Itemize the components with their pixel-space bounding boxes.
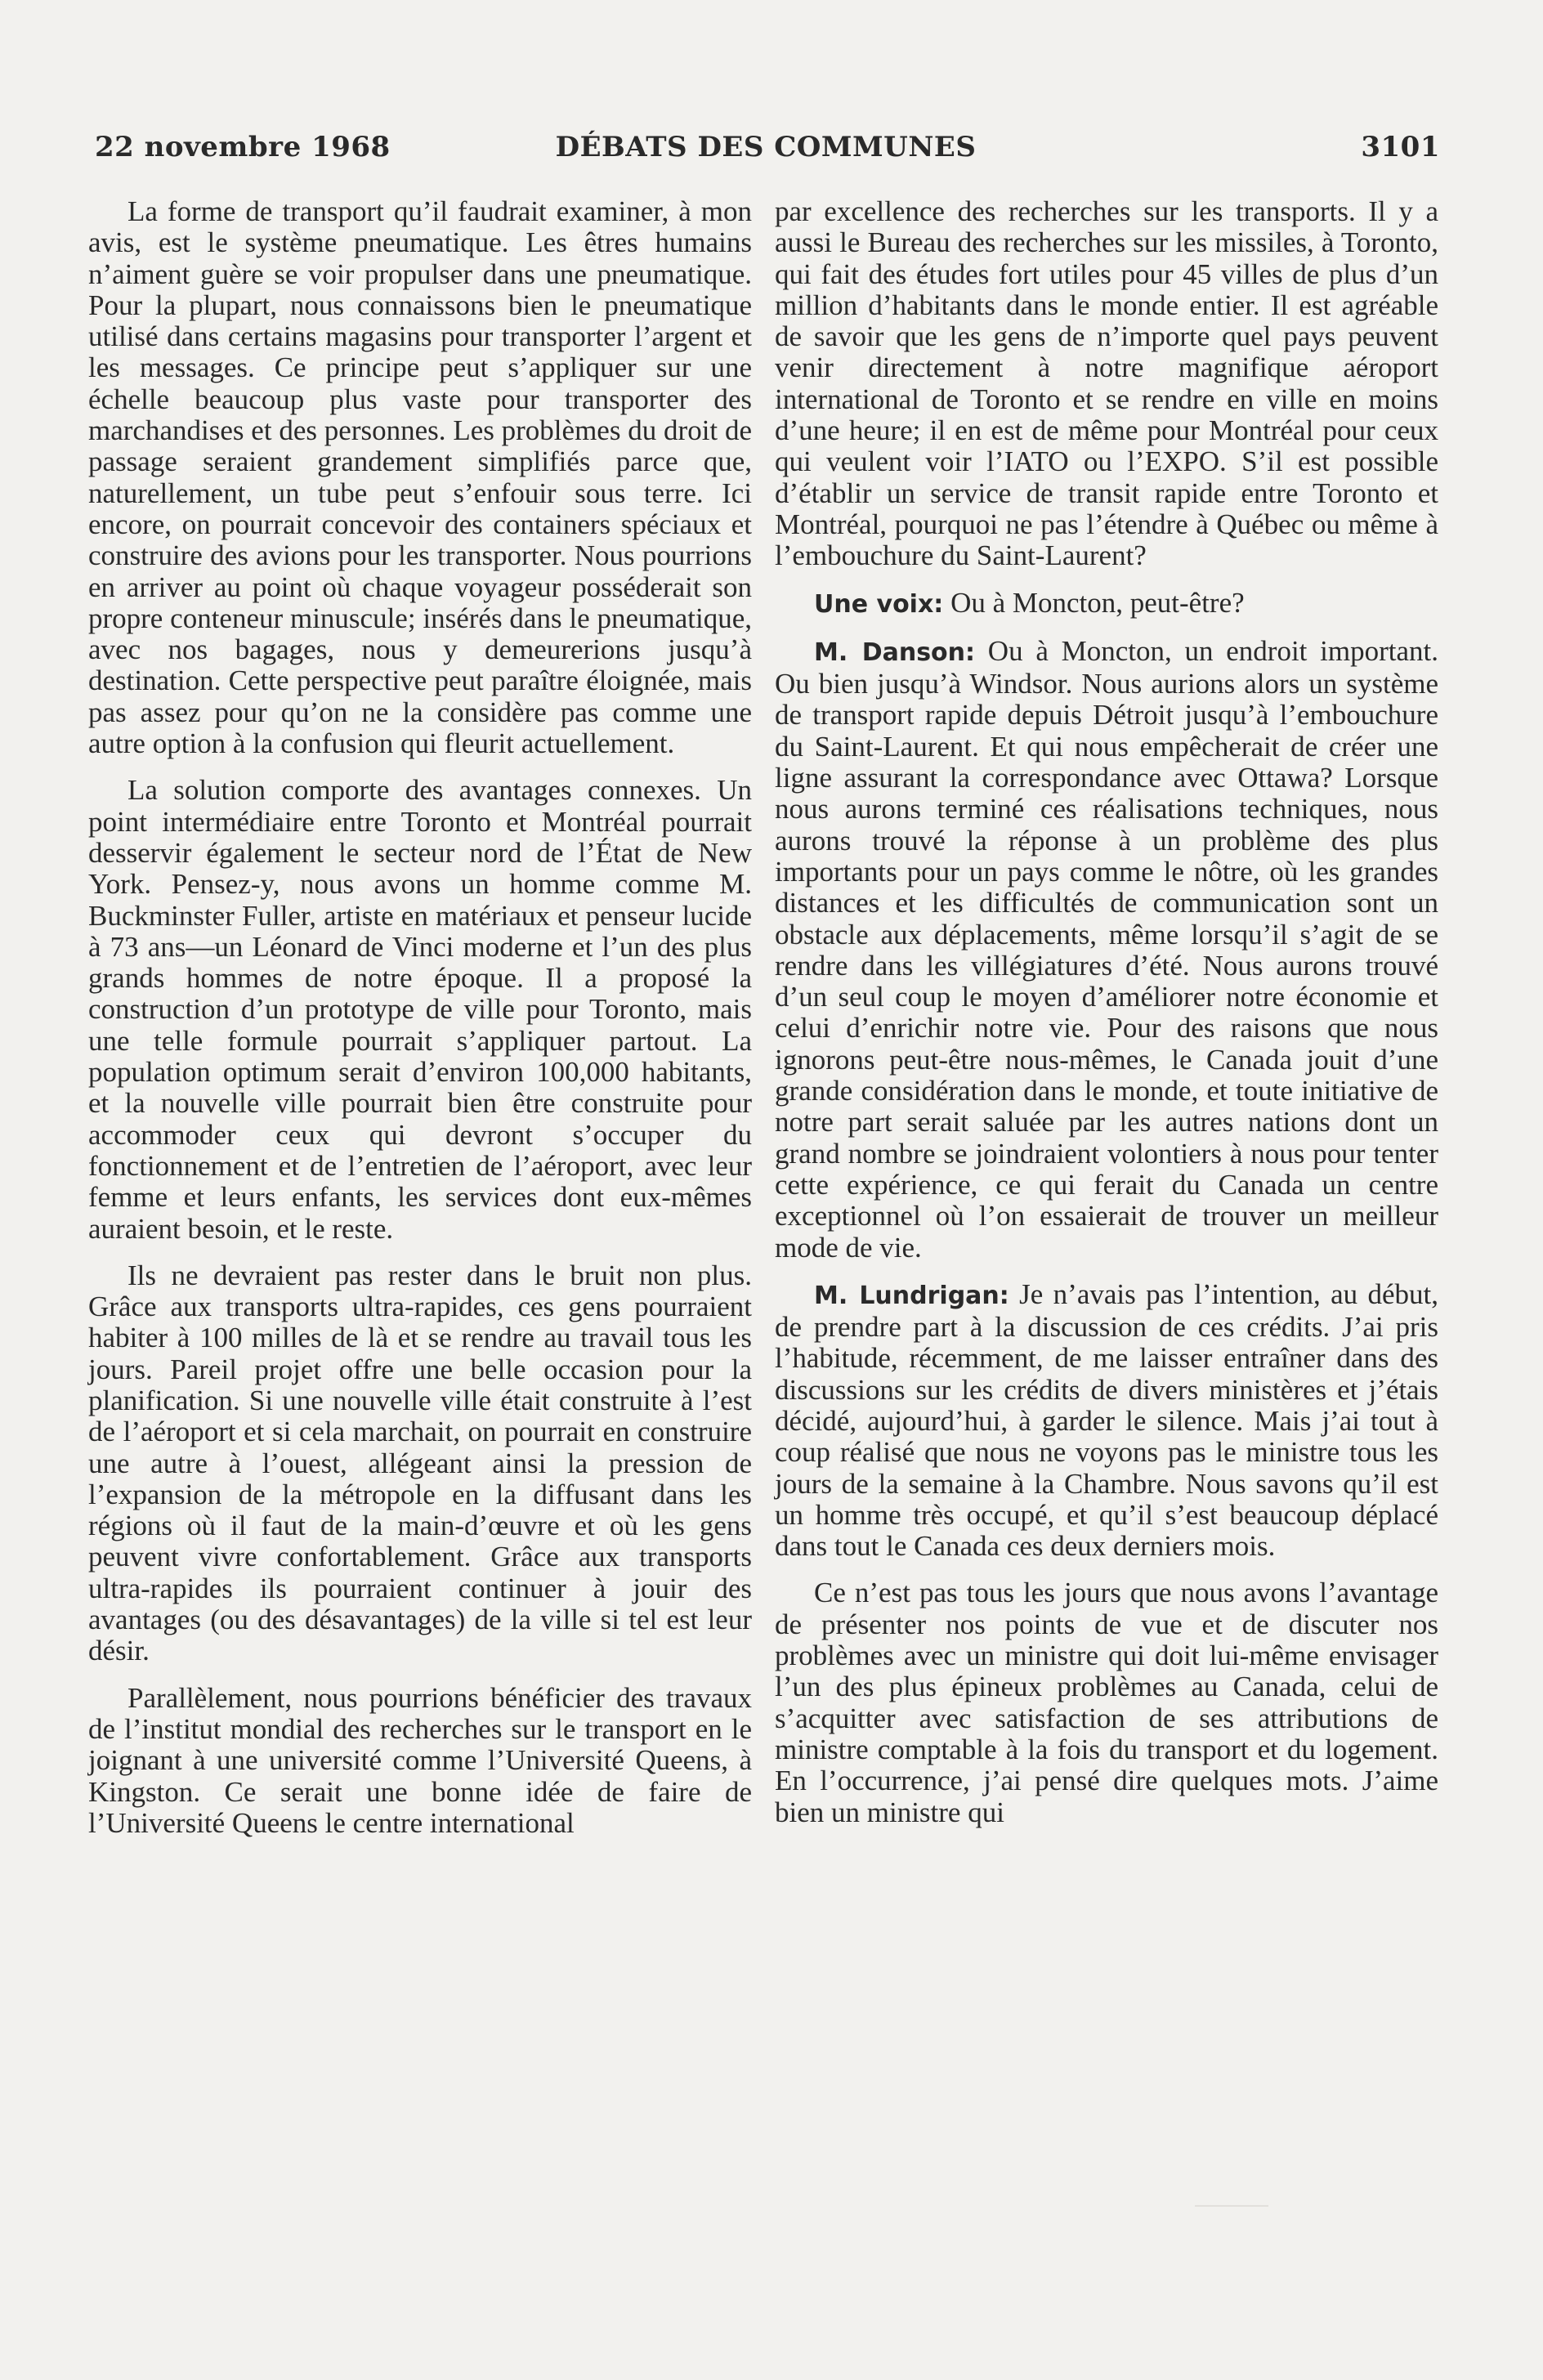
interjection-text: Ou à Moncton, peut-être? xyxy=(950,586,1245,619)
interjection-paragraph xyxy=(775,588,1438,620)
lundrigan-text: Je n’avais pas l’intention, au début, de prendre part à la discussion de ces crédits. J’ai pris l’habitude, récemment, de me laisser entraîner dans des discussions sur les crédits de divers ministères et j’étais décidé, aujourd’hui, à garder le silence. Mais j’ai tout à coup réalisé que nous ne voyons pas le ministre tous les jours de la semaine à la Chambre. Nous savons qu’il est un homme très occupé, et qu’il s’est beaucoup déplacé dans tout le Canada ces deux derniers mois. xyxy=(775,1277,1439,1563)
left-column xyxy=(88,196,752,1854)
header-date: 22 novembre 1968 xyxy=(95,131,391,163)
left-paragraph-avantages: La solution comporte des avantages connexes. Un point intermédiaire entre Toronto et Montréal pourrait desservir également le secteur nord de l’État de New York. Pensez-y, nous avons un homme comme M. Buckminster Fuller, artiste en matériaux et penseur lucide à 73 ans—un Léonard de Vinci moderne et l’un des plus grands hommes de notre époque. Il a proposé la construction d’un prototype de ville pour Toronto, mais une telle formule pourrait s’appliquer partout. La population optimum serait d’environ 100,000 habitants, et la nouvelle ville pourrait bien être construite pour accommoder ceux qui devront s’occuper du fonctionnement et de l’entretien de l’aéroport, avec leur femme et leurs enfants, les services dont eux-mêmes auraient besoin, et le reste. xyxy=(88,774,752,1245)
danson-text: Ou à Moncton, un endroit important. Ou bien jusqu’à Windsor. Nous aurions alors un système de transport rapide depuis Détroit jusqu’à l’embouchure du Saint-Laurent. Et qui nous empêcherait de créer une ligne assurant la correspondance avec Ottawa? Lorsque nous aurons terminé ces réalisations techniques, nous aurons trouvé la réponse à un problème des plus importants pour un pays comme le nôtre, où les grandes distances et les difficultés de communication sont un obstacle aux déplacements, même lorsqu’il s’agit de se rendre dans les villégiatures d’été. Nous aurons trouvé d’un seul coup le moyen d’améliorer notre économie et celui d’enrichir notre vie. Pour des raisons que nous ignorons peut-être nous-mêmes, le Canada jouit d’une grande considération dans le monde, et toute initiative de notre part serait saluée par les autres nations dont un grand nombre se joindraient volontiers à nous pour tenter cette expérience, ce qui ferait du Canada un centre exceptionnel où l’on essaierait de trouver un meilleur mode de vie. xyxy=(775,634,1438,1264)
header-title: DÉBATS DES COMMUNES xyxy=(555,131,977,163)
running-head xyxy=(92,131,1440,172)
left-paragraph-pneumatique: La forme de transport qu’il faudrait examiner, à mon avis, est le système pneumatique. Les êtres humains n’aiment guère se voir propulser dans une pneumatique. Pour la plupart, nous connaissons bien le pneumatique utilisé dans certains magasins pour transporter l’argent et les messages. Ce principe peut s’appliquer sur une échelle beaucoup plus vaste pour transporter des marchandises et des personnes. Les problèmes du droit de passage seraient grandement simplifiés parce que, naturellement, un tube peut s’enfouir sous terre. Ici encore, on pourrait concevoir des containers spéciaux et construire des avions pour les transporter. Nous pourrions en arriver au point où chaque voyageur posséderait son propre conteneur minuscule; insérés dans le pneumatique, avec nos bagages, nous y demeurerions jusqu’à destination. Cette perspective peut paraître éloignée, mais pas assez pour qu’on ne la considère pas comme une autre option à la confusion qui fleurit actuellement. xyxy=(88,195,752,760)
header-page-number: 3101 xyxy=(1361,131,1440,163)
bleed-through-mark xyxy=(1195,2205,1268,2207)
speaker-lundrigan: M. Lundrigan: xyxy=(814,1281,1009,1310)
right-paragraph-continuation: par excellence des recherches sur les transports. Il y a aussi le Bureau des recherches sur les missiles, à Toronto, qui fait des études fort utiles pour 45 villes de plus d’un million d’habitants dans le monde entier. Il est agréable de savoir que les gens de n’importe quel pays peuvent venir directement à notre magnifique aéroport international de Toronto et se rendre en ville en moins d’une heure; il en est de même pour Montréal pour ceux qui veulent voir l’IATO ou l’EXPO. S’il est possible d’établir un service de transit rapide entre Toronto et Montréal, pourquoi ne pas l’étendre à Québec ou même à l’embouchure du Saint-Laurent? xyxy=(775,195,1438,572)
danson-paragraph xyxy=(775,636,1438,1264)
left-paragraph-bruit: Ils ne devraient pas rester dans le bruit non plus. Grâce aux transports ultra-rapides, ces gens pourraient habiter à 100 milles de là et se rendre au travail tous les jours. Pareil projet offre une belle occasion pour la planification. Si une nouvelle ville était construite à l’est de l’aéroport et si cela marchait, on pourrait en construire une autre à l’ouest, allégeant ainsi la pression de l’expansion de la métropole en la diffusant dans les régions où il faut de la main-d’œuvre et où les gens peuvent vivre confortablement. Grâce aux transports ultra-rapides ils pourraient continuer à jouir des avantages (ou des désavantages) de la ville si tel est leur désir. xyxy=(88,1259,752,1667)
lundrigan-paragraph xyxy=(775,1279,1438,1563)
left-paragraph-parallelement: Parallèlement, nous pourrions bénéficier des travaux de l’institut mondial des recherches sur le transport en le joignant à une université comme l’Université Queens, à Kingston. Ce serait une bonne idée de faire de l’Université Queens le centre international xyxy=(88,1681,752,1839)
right-column xyxy=(775,196,1438,1844)
final-paragraph: Ce n’est pas tous les jours que nous avons l’avantage de présenter nos points de vue et de discuter nos problèmes avec un ministre qui doit lui-même envisager l’un des plus épineux problèmes au Canada, celui de s’acquitter avec satisfaction de ses attributions de ministre comptable à la fois du transport et du logement. En l’occurrence, j’ai pensé dire quelques mots. J’aime bien un ministre qui xyxy=(775,1577,1438,1828)
speaker-danson: M. Danson: xyxy=(814,638,976,667)
speaker-une-voix: Une voix: xyxy=(814,589,944,619)
